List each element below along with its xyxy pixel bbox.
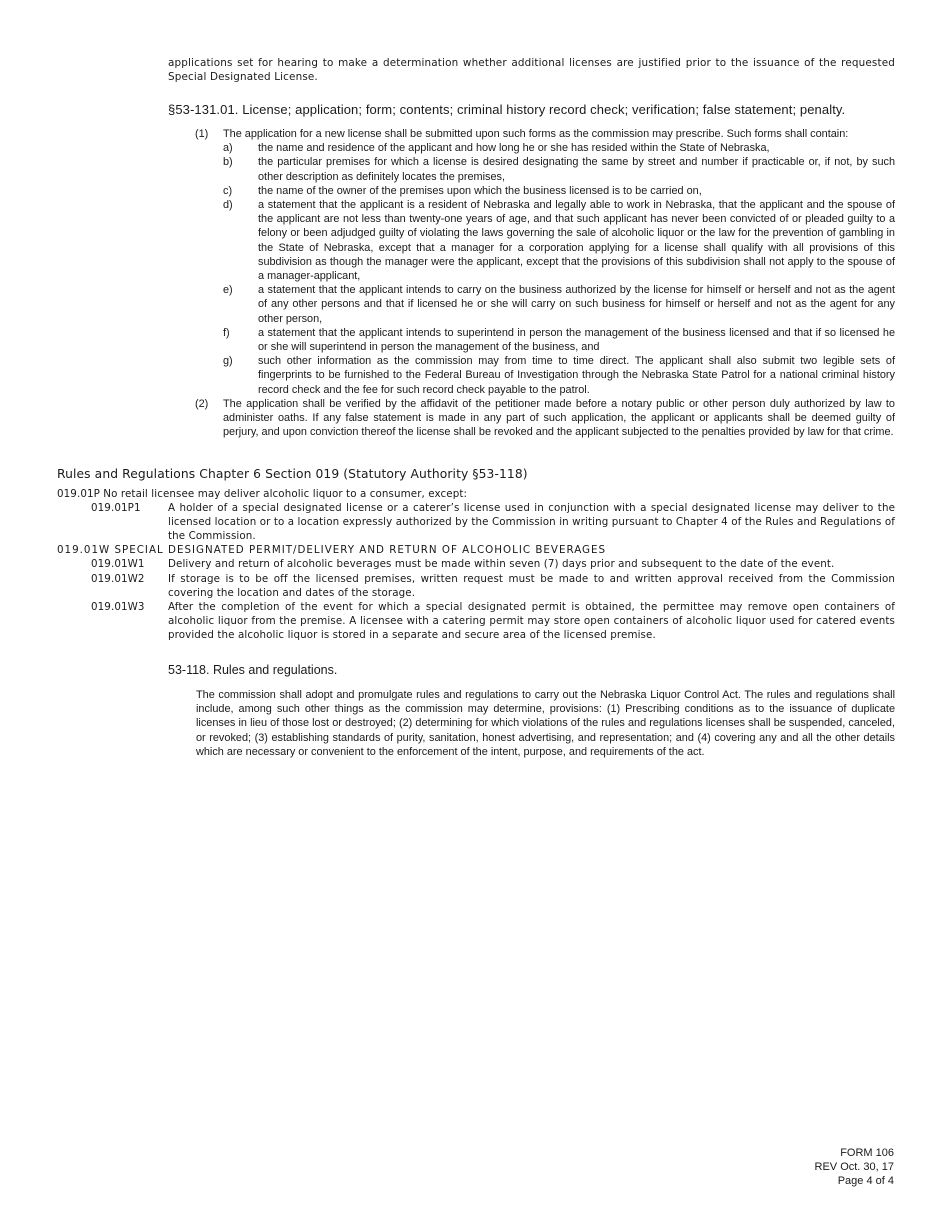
subitem-letter: a) [223,142,233,155]
subitem-letter: b) [223,156,233,169]
item-text: The application shall be verified by the affidavit of the petitioner made before a notary public or other person duly authorized by law to administer oaths. If any false statement is made in any part of such application, the applicant or applicants shall be deemed guilty of perjury, and upon conviction thereof the license shall be revoked and the applicant subjected to the penalties provided by law for that crime. [223,397,895,439]
subitem-e [195,283,895,326]
subitem-letter: g) [223,355,233,368]
subitem-text: the name and residence of the applicant and how long he or she has resided within the State of Nebraska, [258,142,770,155]
revision-date: REV Oct. 30, 17 [814,1161,894,1173]
rule-019-01w2 [57,572,895,600]
rule-text: After the completion of the event for which a special designated permit is obtained, the permittee may remove open containers of alcoholic liquor from the premise. A licensee with a catering permit may store open containers of alcoholic liquor used for catered events provided the alcoholic liquor is stored in a separate and secure area of the licensed premise. [168,600,895,641]
section-heading-53-131-01: §53-131.01. License; application; form; contents; criminal history record check; verification; false statement; penalty. [168,102,846,117]
rule-019-01w1 [57,557,895,571]
subitem-f [195,326,895,354]
subitem-d [195,198,895,283]
item-number: (2) [195,397,209,410]
subitem-text: a statement that the applicant intends to carry on the business authorized by the license for himself or herself and not as the agent of any other persons and that if licensed he or she will carry on such business for himself or herself and not as the agent for any other person, [258,284,895,325]
rule-019-01p: 019.01P No retail licensee may deliver alcoholic liquor to a consumer, except: [57,488,468,500]
item-text: The application for a new license shall be submitted upon such forms as the commission may prescribe. Such forms shall contain: [223,128,849,140]
intro-paragraph: applications set for hearing to make a determination whether additional licenses are justified prior to the issuance of the requested Special Designated License. [168,57,895,83]
rule-code: 019.01W3 [91,600,145,613]
rule-019-01w: 019.01W SPECIAL DESIGNATED PERMIT/DELIVERY AND RETURN OF ALCOHOLIC BEVERAGES [57,544,607,557]
section-heading-53-118: 53-118. Rules and regulations. [168,663,338,677]
subitem-letter: f) [223,326,230,339]
subitem-letter: c) [223,184,233,197]
rule-code: 019.01W1 [91,558,145,571]
rule-text: If storage is to be off the licensed premises, written request must be made to and written approval received from the Commission covering the location and dates of the storage. [168,572,895,599]
form-number: FORM 106 [840,1147,894,1159]
rule-code: 019.01P1 [91,502,141,515]
application-items [195,127,895,439]
rule-code: 019.01W2 [91,572,145,585]
rule-text: A holder of a special designated license or a caterer’s license used in conjunction with a special designated license may deliver to the licensed location or to a location expressly authorized by the Commission in writing pursuant to Chapter 4 of the Rules and Regulations of the Commission. [168,502,895,543]
subitem-letter: e) [223,284,233,297]
page-footer [694,1146,894,1188]
rule-019-01p1 [57,501,895,543]
rule-019-01w3 [57,600,895,642]
rules-title: Rules and Regulations Chapter 6 Section 019 (Statutory Authority §53-118) [57,467,528,481]
subitem-text: such other information as the commission may from time to time direct. The applicant shall also submit two legible sets of fingerprints to be furnished to the Federal Bureau of Investigation through the Nebraska State Patrol for a national criminal history record check and the fee for such record check payable to the patrol. [258,355,895,396]
page-number: Page 4 of 4 [837,1175,894,1187]
rule-text: Delivery and return of alcoholic beverages must be made within seven (7) days prior and subsequent to the date of the event. [168,558,835,571]
item-2 [195,397,895,440]
section-53-118-paragraph: The commission shall adopt and promulgate rules and regulations to carry out the Nebraska Liquor Control Act. The rules and regulations shall include, among such other things as the commission may determine, provisions: (1) Prescribing conditions as to the issuance of duplicate licenses in lieu of those lost or destroyed; (2) determining for which violations of the rules and regulations licenses shall be suspended, canceled, or revoked; (3) establishing standards of purity, sanitation, honest advertising, and representation; and (4) covering any and all the other details which are necessary or convenient to the enforcement of the intent, purpose, and requirements of the act. [196,689,895,758]
subitem-letter: d) [223,199,233,212]
subitem-text: the particular premises for which a license is desired designating the same by street and number if practicable or, if not, by such other description as definitely locates the premises, [258,156,895,183]
subitem-c [195,184,895,198]
item-1 [195,127,895,141]
subitem-g [195,354,895,397]
subitem-text: the name of the owner of the premises upon which the business licensed is to be carried on, [258,184,702,197]
rules-section [57,487,895,642]
item-number: (1) [195,128,209,140]
subitem-text: a statement that the applicant is a resident of Nebraska and legally able to work in Nebraska, that the applicant and the spouse of the applicant are not less than twenty-one years of age, and that such applicant has never been convicted of or pleaded guilty to a felony or been adjudged guilty of violating the laws governing the sale of alcoholic liquor or the law for the prevention of gambling in the State of Nebraska, except that a manager for a corporation applying for a license shall qualify with all provisions of this subdivision as though the manager were the applicant, except that the provisions of this subdivision shall not apply to the spouse of a manager-applicant, [258,199,895,283]
subitem-text: a statement that the applicant intends to superintend in person the management of the business licensed and that if so licensed he or she will superintend in person the management of the business, and [258,326,895,354]
subitem-b [195,155,895,183]
subitem-a [195,141,895,155]
